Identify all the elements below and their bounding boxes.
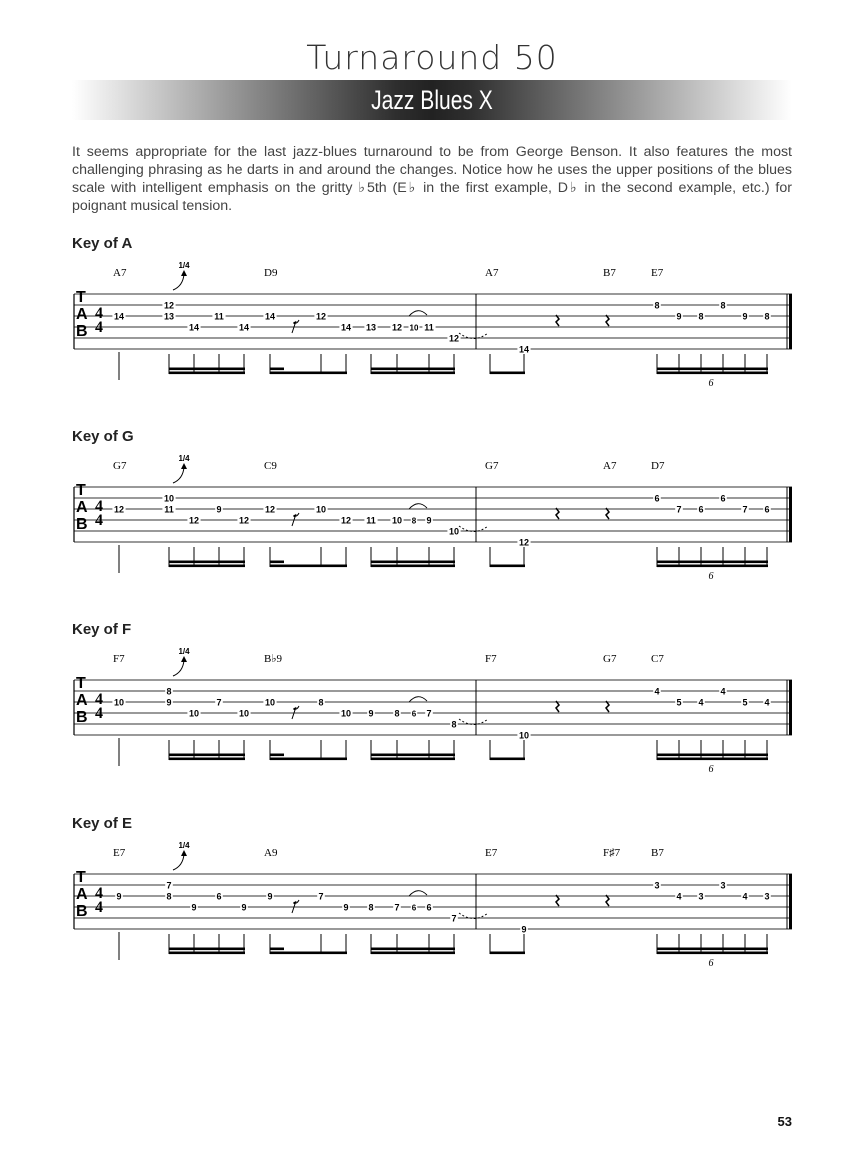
chord-1: A7 [113,267,127,279]
tab-note: 14 [238,322,250,333]
tab-note: 12 [188,515,200,526]
tab-note: 11 [164,504,174,515]
beam [657,758,768,761]
tab-note: 11 [424,322,434,333]
beam [169,758,245,761]
tab-clef-letter: T [76,482,86,499]
tab-note: 7 [676,504,682,515]
tab-note: 8 [451,719,457,730]
tab-note: 12 [391,322,403,333]
time-signature-digit: 4 [95,899,103,916]
tab-note: 8 [720,300,726,311]
bend-label: 1/4 [178,647,190,656]
beam [371,565,455,568]
bend-arrow [173,660,184,676]
tab-note: 3 [654,880,660,891]
tab-clef-letter: A [76,306,88,323]
sixteenth-rest [292,320,299,333]
chord-1: F7 [113,653,125,665]
tab-note: 8 [166,686,172,697]
beam [169,368,245,371]
quarter-rest [606,895,609,906]
tab-note: 3 [698,891,704,902]
bend-arrow [173,274,184,290]
beam [371,372,455,375]
page-subtitle: Jazz Blues X [371,85,493,115]
beam [169,948,245,951]
chord-3: A7 [485,267,499,279]
tab-clef-letter: B [76,323,88,340]
tab-note: 10 [264,697,276,708]
tab-note: 12 [264,504,276,515]
tab-note: 9 [742,311,748,322]
chord-4: B7 [603,267,616,279]
tab-clef-letter: T [76,869,86,886]
bend-label: 1/4 [178,261,190,270]
beam [657,565,768,568]
tab-note: 4 [764,697,770,708]
tab-note: 12 [163,300,175,311]
tab-note: 5 [676,697,682,708]
tab-note: 6 [654,493,660,504]
quarter-rest [556,315,559,326]
beam [657,952,768,955]
tab-clef-letter: A [76,886,88,903]
tab-note: 14 [518,344,530,355]
sixteenth-rest [292,513,299,526]
tab-note: 7 [451,913,457,924]
tab-note: 4 [654,686,660,697]
tab-clef-letter: T [76,289,86,306]
tab-note: 3 [764,891,770,902]
chord-2: B♭9 [264,653,283,665]
slur [409,311,427,316]
quarter-rest [556,895,559,906]
tab-clef-letter: A [76,692,88,709]
tab-note: 7 [426,708,432,719]
final-barline-thick [789,487,792,542]
tab-note: 9 [676,311,682,322]
chord-4: F♯7 [603,847,621,859]
beam [657,368,768,371]
tab-note: 6 [698,504,704,515]
tab-note: 8 [764,311,770,322]
bend-arrowhead [181,850,187,856]
tab-note: 11 [366,515,376,526]
tab-note: 7 [318,891,324,902]
tab-note: 8 [166,891,172,902]
tab-note: 8 [318,697,324,708]
tab-note: 9 [267,891,273,902]
beam [657,948,768,951]
tab-staff-a [0,260,864,390]
beam [490,758,525,761]
tab-note: 8 [654,300,660,311]
tab-staff-f [0,646,864,776]
chord-2: C9 [264,460,277,472]
chord-2: D9 [264,267,278,279]
chord-5: B7 [651,847,664,859]
chord-4: G7 [603,653,617,665]
tab-note: 10 [340,708,352,719]
tab-staff-g [0,453,864,583]
bend-label: 1/4 [178,841,190,850]
beam [169,561,245,564]
tab-note: 6 [411,903,417,913]
tab-note: 6 [720,493,726,504]
tab-note: 4 [720,686,726,697]
beam [270,948,284,951]
tab-note: 14 [264,311,276,322]
tab-note: 7 [166,880,172,891]
time-signature-digit: 4 [95,705,103,722]
beam [490,952,525,955]
beam [270,368,284,371]
tab-note: 8 [698,311,704,322]
beam [270,754,284,757]
tab-clef-letter: B [76,903,88,920]
tab-clef-letter: T [76,675,86,692]
tuplet-number: 6 [708,958,714,969]
tab-note: 10 [409,323,419,333]
tab-note: 10 [238,708,250,719]
tab-note: 12 [315,311,327,322]
tab-note: 4 [742,891,748,902]
tab-note: 10 [448,526,460,537]
tab-note: 9 [426,515,432,526]
beam [270,561,284,564]
tab-note: 14 [188,322,200,333]
quarter-rest [606,315,609,326]
bend-arrow [173,854,184,870]
tab-note: 9 [116,891,122,902]
chord-2: A9 [264,847,278,859]
tab-note: 10 [391,515,403,526]
tab-note: 10 [163,493,175,504]
tab-note: 10 [113,697,125,708]
time-signature-digit: 4 [95,691,103,708]
tab-note: 12 [113,504,125,515]
intro-paragraph: It seems appropriate for the last jazz-blues turnaround to be from George Benson. It also features the most challenging phrasing as he darts in and around the changes. Notice how he uses the upper positions of the blues scale with intelligent emphasis on the gritty ♭5th (E♭ in the first example, D♭ in the second example, etc.) for poignant musical tension. [72,144,792,214]
beam [657,372,768,375]
beam [270,758,347,761]
tab-clef-letter: A [76,499,88,516]
beam [657,561,768,564]
beam [169,565,245,568]
beam [270,565,347,568]
quarter-rest [606,508,609,519]
tab-note: 3 [720,880,726,891]
final-barline-thick [789,294,792,349]
tab-note: 8 [394,708,400,719]
tab-note: 7 [216,697,222,708]
quarter-rest [606,701,609,712]
final-barline-thick [789,874,792,929]
chord-3: E7 [485,847,498,859]
sixteenth-rest [292,900,299,913]
beam [657,754,768,757]
tab-note: 4 [676,891,682,902]
tab-clef-letter: B [76,516,88,533]
beam [169,754,245,757]
tab-note: 9 [191,902,197,913]
tab-note: 9 [241,902,247,913]
tuplet-number: 6 [708,378,714,389]
key-label-e: Key of E [72,815,133,832]
bend-label: 1/4 [178,454,190,463]
tab-note: 13 [365,322,377,333]
time-signature-digit: 4 [95,885,103,902]
chord-4: A7 [603,460,617,472]
beam [371,754,455,757]
tab-note: 5 [742,697,748,708]
tab-note: 11 [214,311,224,322]
tab-note: 9 [166,697,172,708]
tuplet-number: 6 [708,764,714,775]
beam [270,372,347,375]
tab-note: 12 [340,515,352,526]
tab-note: 6 [411,709,417,719]
bend-arrow [173,467,184,483]
tab-note: 10 [315,504,327,515]
tab-note: 12 [448,333,460,344]
beam [490,565,525,568]
beam [169,372,245,375]
tab-note: 9 [216,504,222,515]
slur [409,891,427,896]
tab-clef-letter: B [76,709,88,726]
chord-3: F7 [485,653,497,665]
tab-note: 7 [742,504,748,515]
quarter-rest [556,701,559,712]
tab-note: 9 [521,924,527,935]
bend-arrowhead [181,463,187,469]
key-label-g: Key of G [72,428,134,445]
slur [409,504,427,509]
tuplet-number: 6 [708,571,714,582]
tab-staff-e [0,840,864,970]
page-number: 53 [777,1114,792,1129]
beam [490,372,525,375]
tab-note: 4 [698,697,704,708]
beam [169,952,245,955]
beam [371,952,455,955]
chord-1: G7 [113,460,127,472]
beam [371,948,455,951]
beam [371,758,455,761]
time-signature-digit: 4 [95,498,103,515]
sixteenth-rest [292,706,299,719]
chord-5: D7 [651,460,665,472]
time-signature-digit: 4 [95,319,103,336]
tab-note: 8 [368,902,374,913]
beam [371,561,455,564]
tab-note: 10 [188,708,200,719]
time-signature-digit: 4 [95,512,103,529]
tab-note: 10 [518,730,530,741]
chord-5: E7 [651,267,664,279]
slur [409,697,427,702]
tab-note: 13 [163,311,175,322]
tab-note: 6 [426,902,432,913]
tab-note: 8 [411,516,417,526]
tab-note: 12 [238,515,250,526]
chord-1: E7 [113,847,126,859]
tab-note: 6 [764,504,770,515]
beam [270,952,347,955]
quarter-rest [556,508,559,519]
final-barline-thick [789,680,792,735]
chord-3: G7 [485,460,499,472]
page-title: Turnaround 50 [306,38,558,77]
time-signature-digit: 4 [95,305,103,322]
tab-note: 9 [343,902,349,913]
tab-note: 7 [394,902,400,913]
bend-arrowhead [181,270,187,276]
key-label-f: Key of F [72,621,132,638]
tab-note: 12 [518,537,530,548]
tab-note: 14 [340,322,352,333]
chord-5: C7 [651,653,664,665]
tab-note: 9 [368,708,374,719]
key-label-a: Key of A [72,235,133,252]
beam [371,368,455,371]
bend-arrowhead [181,656,187,662]
tab-note: 14 [113,311,125,322]
tab-note: 6 [216,891,222,902]
